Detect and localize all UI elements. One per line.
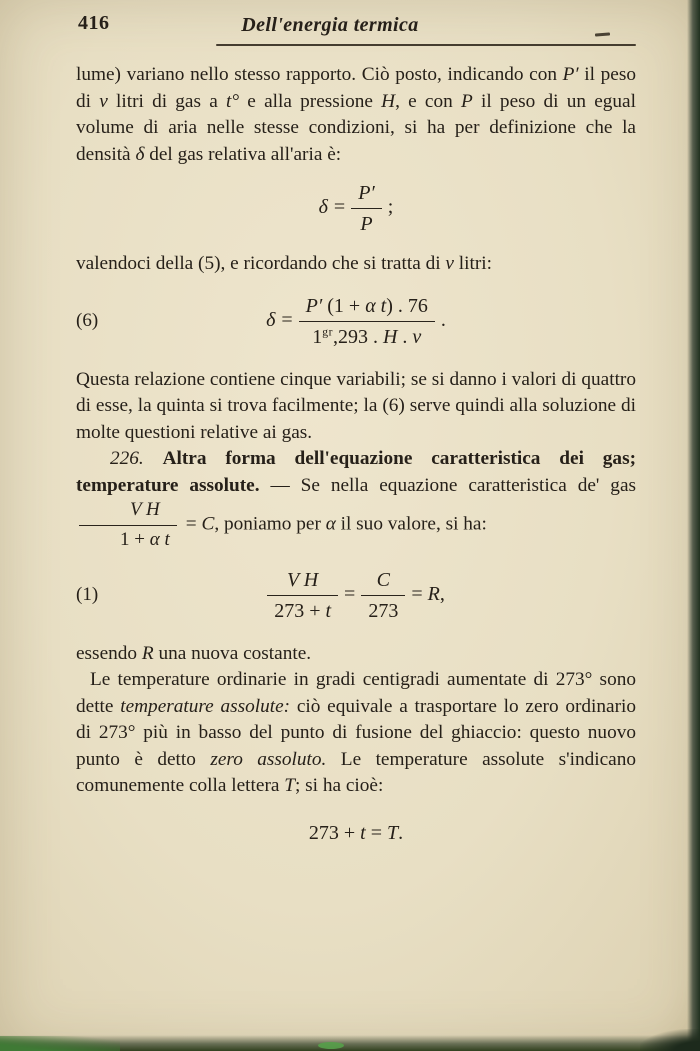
- var-t: t°: [226, 90, 240, 112]
- var-R: R: [141, 642, 154, 664]
- header-rule: [216, 44, 636, 46]
- text-run: del gas relativa all'aria è:: [144, 143, 342, 165]
- var-v: v: [99, 90, 108, 112]
- paragraph-3: Questa relazione contiene cinque variabili; se si danno i valori di quattro di esse, la quinta si trova facilmente; la (6) serve quindi alla soluzione di molte questioni relative ai gas.: [76, 368, 636, 443]
- scan-corner-dark: [640, 1029, 700, 1051]
- var-T: T: [387, 821, 399, 844]
- var-P: P: [461, 90, 473, 112]
- punctuation: .: [398, 821, 404, 844]
- text-run: ciò equivale a trasportare lo zero ordinario di 273° più in basso del punto di fusione del ghiaccio: questo nuovo punto è detto: [76, 695, 637, 770]
- text-run: =: [411, 582, 428, 605]
- text-run: ) . 76: [386, 294, 428, 317]
- text-run: poniamo per: [223, 513, 326, 535]
- var-P-prime: P′: [562, 64, 579, 85]
- page-number: 416: [78, 12, 110, 34]
- text-run: (1 +: [327, 294, 366, 317]
- denominator: 273: [368, 599, 399, 622]
- section-number: 226.: [110, 448, 163, 469]
- numerator: P′: [351, 181, 382, 209]
- var-alpha: α: [325, 513, 336, 535]
- numerator: [299, 294, 435, 322]
- text-run: litri:: [453, 253, 492, 274]
- numerator: V H: [79, 499, 177, 526]
- var-H: H: [382, 325, 398, 348]
- fraction-right: [361, 568, 405, 623]
- text-run: =: [365, 821, 387, 844]
- text-run: ,293 .: [332, 325, 383, 348]
- formula-delta: [76, 181, 636, 236]
- var-H: H: [381, 90, 396, 112]
- var-t: t: [325, 599, 332, 622]
- formula-6: [76, 294, 636, 349]
- equals-sign: =: [333, 196, 346, 219]
- equals-run: [186, 514, 224, 535]
- scan-speck-green: [318, 1042, 344, 1049]
- text-run: litri di gas a: [107, 90, 226, 112]
- var-T: T: [284, 775, 295, 797]
- denominator: [79, 526, 177, 552]
- punctuation: ;: [387, 196, 394, 219]
- text-run: valendoci della (5), e ricordando che si tratta di: [76, 253, 446, 274]
- formula-final: [76, 822, 636, 845]
- running-head: Dell'energia termica: [241, 14, 419, 36]
- denominator: P: [360, 213, 373, 235]
- paragraph-6: [76, 667, 636, 800]
- text-run: ; si ha cioè:: [294, 775, 384, 797]
- text-run: — Se nella equazione caratteristica de' gas: [259, 474, 637, 496]
- paragraph-2: [76, 251, 636, 278]
- var-delta: δ: [266, 308, 276, 331]
- var-P-prime: P′: [305, 294, 328, 317]
- fraction-left: [267, 568, 338, 623]
- text-run: e alla pressione: [239, 90, 382, 112]
- denominator: [267, 596, 338, 623]
- page-body: [0, 50, 700, 845]
- var-delta: δ: [135, 143, 145, 165]
- var-v: v: [412, 325, 422, 348]
- numerator: C: [361, 568, 405, 596]
- formula-1: [76, 568, 636, 623]
- var-alpha-t: α t: [149, 528, 170, 550]
- page-header: [0, 0, 700, 50]
- var-v: v: [445, 253, 454, 274]
- equals-sign: =: [281, 308, 293, 331]
- numerator: V H: [267, 568, 338, 596]
- text-run: ,: [214, 513, 224, 535]
- punctuation: ,: [439, 582, 445, 605]
- text-run: Le temperature ordinarie in gradi centigradi aumentate di 273° sono dette: [76, 669, 636, 717]
- text-run: una nuova costante.: [153, 642, 312, 664]
- paragraph-5: [76, 641, 636, 668]
- paragraph-1: [76, 62, 636, 168]
- text-run: il suo valore, si ha:: [335, 513, 487, 535]
- var-t: t: [360, 821, 366, 844]
- text-run: , e con: [395, 90, 461, 112]
- text-run: il peso di: [76, 64, 636, 112]
- text-run: lume) variano nello stesso rapporto. Ciò posto, indicando con: [76, 64, 563, 85]
- text-run: il peso di un egual volume di aria nelle stesse condizioni, si ha per definizione che la densità: [76, 90, 636, 165]
- equation-label: (6): [76, 310, 99, 332]
- scan-edge-right: [687, 0, 700, 1051]
- text-run: Le temperature assolute s'indicano comunemente colla lettera: [76, 748, 636, 797]
- var-C: C: [201, 513, 215, 535]
- term-zero-assoluto: zero assoluto.: [210, 748, 327, 770]
- text-run: essendo: [76, 642, 142, 664]
- punctuation: .: [440, 308, 446, 331]
- text-run: 273 +: [308, 821, 361, 844]
- scan-corner-green: [0, 1036, 120, 1051]
- equals-run: [411, 583, 445, 605]
- fraction: [299, 294, 435, 349]
- superscript-gr: gr: [322, 324, 333, 338]
- text-run: =: [185, 513, 202, 535]
- section-heading: Altra forma dell'equazione caratteristica dei gas; temperature assolute.: [76, 448, 636, 496]
- text-run: .: [397, 325, 413, 348]
- inline-fraction: [79, 499, 177, 552]
- var-R: R: [427, 582, 440, 605]
- equals-sign: =: [344, 582, 356, 605]
- term-temperature-assolute: temperature assolute:: [120, 695, 291, 717]
- text-run: 1: [312, 325, 323, 348]
- paragraph-4-section-226: [76, 446, 636, 552]
- equation-label: (1): [76, 584, 99, 606]
- fraction: [351, 181, 382, 236]
- text-run: 1 +: [120, 528, 150, 550]
- text-run: 273 +: [274, 599, 326, 622]
- denominator: [299, 322, 435, 349]
- var-alpha-t: α t: [365, 294, 387, 317]
- var-delta: δ: [318, 196, 328, 219]
